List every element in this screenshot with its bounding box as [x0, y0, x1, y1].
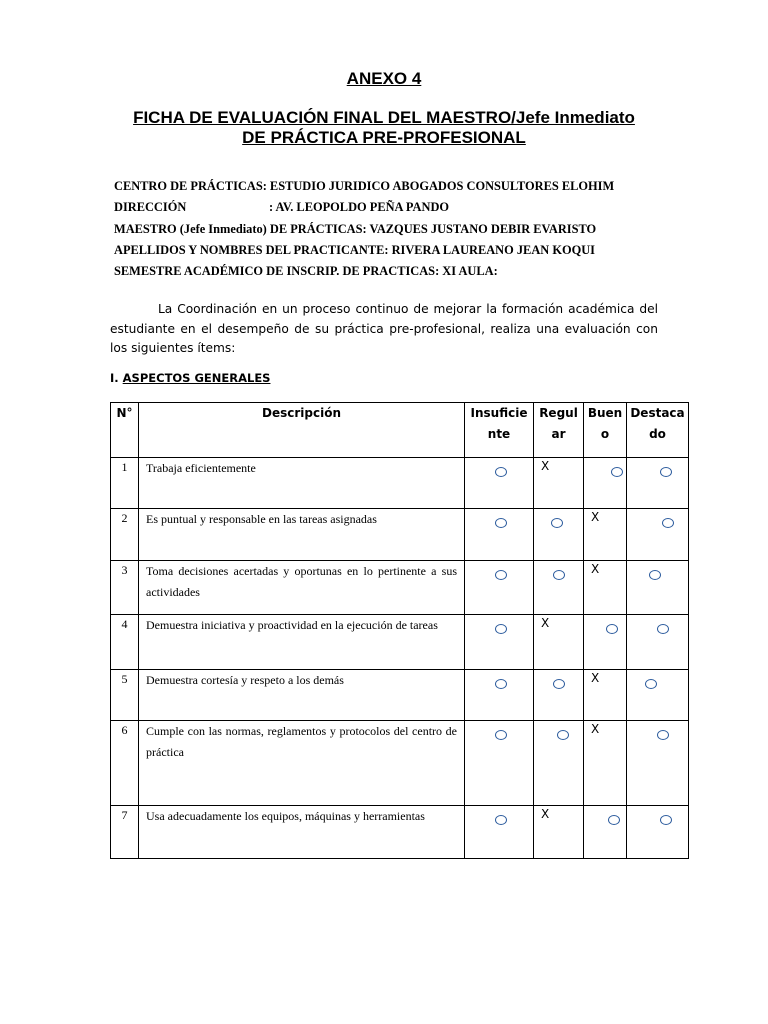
rating-cell-regular[interactable] — [534, 670, 584, 721]
row-number: 7 — [111, 806, 139, 859]
rating-cell-insuficiente[interactable] — [465, 561, 534, 615]
row-description: Es puntual y responsable en las tareas asignadas — [139, 509, 465, 561]
rating-cell-destacado[interactable] — [627, 509, 689, 561]
table-header-row — [111, 403, 689, 458]
row-description: Cumple con las normas, reglamentos y protocolos del centro de práctica — [139, 721, 465, 806]
radio-circle-icon[interactable] — [657, 730, 669, 740]
rating-cell-insuficiente[interactable] — [465, 806, 534, 859]
row-description: Usa adecuadamente los equipos, máquinas y herramientas — [139, 806, 465, 859]
radio-circle-icon[interactable] — [649, 570, 661, 580]
radio-circle-icon[interactable] — [553, 570, 565, 580]
radio-circle-icon[interactable] — [495, 679, 507, 689]
row-number: 3 — [111, 561, 139, 615]
rating-cell-destacado[interactable] — [627, 458, 689, 509]
info-block — [114, 176, 714, 282]
rating-cell-insuficiente[interactable] — [465, 458, 534, 509]
rating-cell-destacado[interactable] — [627, 615, 689, 670]
radio-circle-icon[interactable] — [551, 518, 563, 528]
table-row — [111, 561, 689, 615]
evaluation-table — [110, 402, 689, 859]
form-title — [80, 108, 688, 148]
selected-mark: X — [591, 722, 600, 736]
selected-mark: X — [541, 807, 550, 821]
form-title-line-2: DE PRÁCTICA PRE-PROFESIONAL — [242, 128, 526, 147]
table-row — [111, 458, 689, 509]
row-number: 5 — [111, 670, 139, 721]
header-bueno: Bueno — [584, 403, 627, 458]
row-number: 4 — [111, 615, 139, 670]
radio-circle-icon[interactable] — [495, 624, 507, 634]
info-practicante: APELLIDOS Y NOMBRES DEL PRACTICANTE: RIVERA LAUREANO JEAN KOQUI — [114, 242, 596, 257]
selected-mark: X — [591, 671, 600, 685]
rating-cell-regular[interactable] — [534, 561, 584, 615]
rating-cell-bueno[interactable] — [584, 670, 627, 721]
table-row — [111, 806, 689, 859]
rating-cell-bueno[interactable] — [584, 561, 627, 615]
radio-circle-icon[interactable] — [660, 815, 672, 825]
rating-cell-destacado[interactable] — [627, 561, 689, 615]
form-title-line-1: FICHA DE EVALUACIÓN FINAL DEL MAESTRO/Jefe Inmediato — [133, 108, 635, 127]
radio-circle-icon[interactable] — [495, 467, 507, 477]
rating-cell-bueno[interactable] — [584, 509, 627, 561]
radio-circle-icon[interactable] — [557, 730, 569, 740]
row-number: 6 — [111, 721, 139, 806]
rating-cell-destacado[interactable] — [627, 721, 689, 806]
annex-heading: ANEXO 4 — [346, 69, 422, 88]
header-description: Descripción — [139, 403, 465, 458]
info-maestro: MAESTRO (Jefe Inmediato) DE PRÁCTICAS: VAZQUES JUSTANO DEBIR EVARISTO — [114, 221, 597, 236]
row-description: Toma decisiones acertadas y oportunas en lo pertinente a sus actividades — [139, 561, 465, 615]
rating-cell-destacado[interactable] — [627, 670, 689, 721]
rating-cell-insuficiente[interactable] — [465, 721, 534, 806]
radio-circle-icon[interactable] — [657, 624, 669, 634]
table-row — [111, 615, 689, 670]
rating-cell-regular[interactable] — [534, 615, 584, 670]
table-row — [111, 721, 689, 806]
header-insuficiente: Insuficiente — [465, 403, 534, 458]
rating-cell-insuficiente[interactable] — [465, 509, 534, 561]
radio-circle-icon[interactable] — [495, 518, 507, 528]
row-description: Trabaja eficientemente — [139, 458, 465, 509]
radio-circle-icon[interactable] — [553, 679, 565, 689]
radio-circle-icon[interactable] — [606, 624, 618, 634]
table-row — [111, 509, 689, 561]
selected-mark: X — [591, 562, 600, 576]
radio-circle-icon[interactable] — [495, 570, 507, 580]
section-title: ASPECTOS GENERALES — [122, 371, 271, 385]
rating-cell-regular[interactable] — [534, 806, 584, 859]
radio-circle-icon[interactable] — [645, 679, 657, 689]
rating-cell-bueno[interactable] — [584, 615, 627, 670]
rating-cell-destacado[interactable] — [627, 806, 689, 859]
info-direccion-value: : AV. LEOPOLDO PEÑA PANDO — [269, 200, 450, 215]
intro-paragraph: La Coordinación en un proceso continuo de mejorar la formación académica del estudiante en el desempeño de su práctica pre-profesional, realiza una evaluación con los siguientes ítems: — [110, 302, 658, 355]
rating-cell-regular[interactable] — [534, 721, 584, 806]
rating-cell-regular[interactable] — [534, 509, 584, 561]
rating-cell-bueno[interactable] — [584, 806, 627, 859]
info-direccion — [114, 197, 714, 218]
radio-circle-icon[interactable] — [611, 467, 623, 477]
rating-cell-regular[interactable] — [534, 458, 584, 509]
row-description: Demuestra iniciativa y proactividad en la ejecución de tareas — [139, 615, 465, 670]
table-row — [111, 670, 689, 721]
info-direccion-label: DIRECCIÓN — [114, 200, 187, 215]
header-destacado: Destacado — [627, 403, 689, 458]
radio-circle-icon[interactable] — [608, 815, 620, 825]
radio-circle-icon[interactable] — [495, 815, 507, 825]
rating-cell-bueno[interactable] — [584, 721, 627, 806]
radio-circle-icon[interactable] — [660, 467, 672, 477]
row-description: Demuestra cortesía y respeto a los demás — [139, 670, 465, 721]
radio-circle-icon[interactable] — [495, 730, 507, 740]
radio-circle-icon[interactable] — [662, 518, 674, 528]
row-number: 2 — [111, 509, 139, 561]
header-number: N° — [111, 403, 139, 458]
row-number: 1 — [111, 458, 139, 509]
info-centro: CENTRO DE PRÁCTICAS: ESTUDIO JURIDICO ABOGADOS CONSULTORES ELOHIM — [114, 179, 615, 193]
rating-cell-bueno[interactable] — [584, 458, 627, 509]
rating-cell-insuficiente[interactable] — [465, 615, 534, 670]
selected-mark: X — [541, 459, 550, 473]
selected-mark: X — [541, 616, 550, 630]
info-semestre: SEMESTRE ACADÉMICO DE INSCRIP. DE PRACTICAS: XI AULA: — [114, 264, 498, 279]
header-regular: Regular — [534, 403, 584, 458]
selected-mark: X — [591, 510, 600, 524]
section-prefix: I. — [110, 371, 123, 385]
rating-cell-insuficiente[interactable] — [465, 670, 534, 721]
section-heading — [110, 371, 270, 385]
